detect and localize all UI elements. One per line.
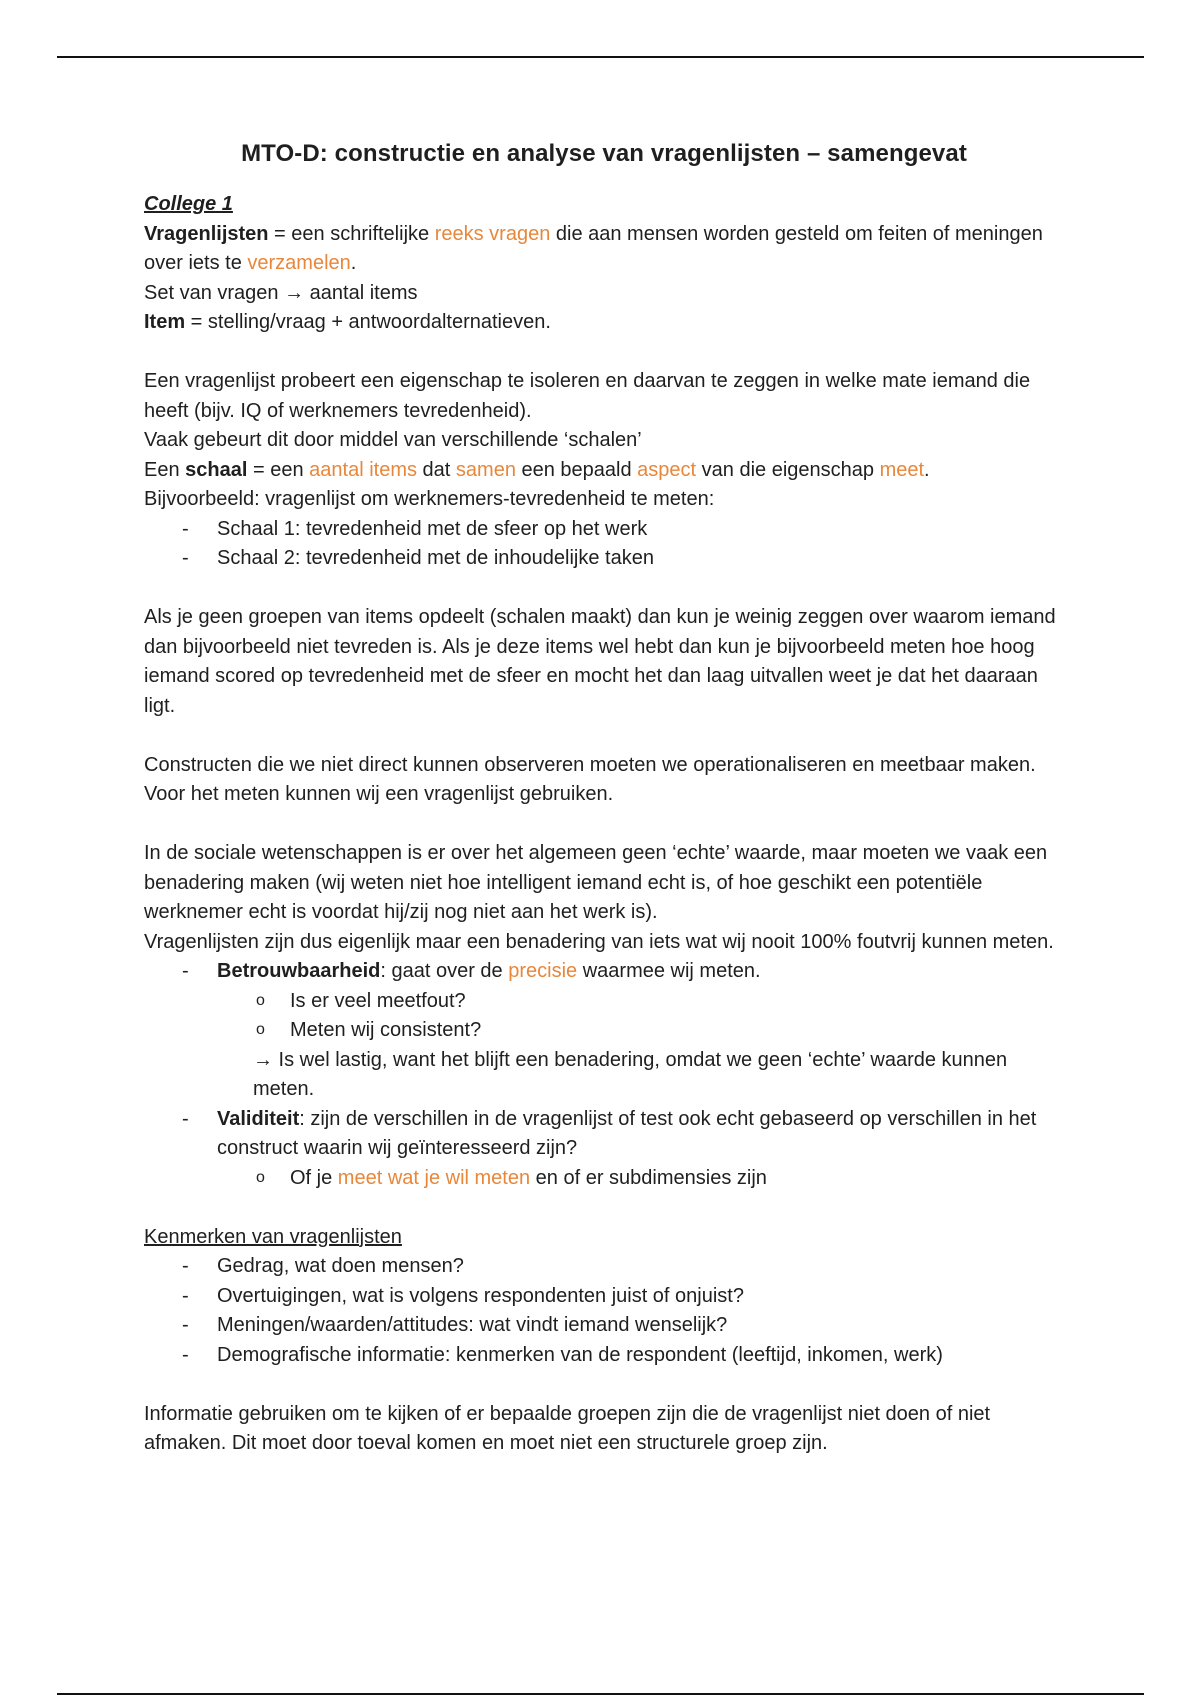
top-rule (57, 56, 1144, 58)
example-list (144, 515, 1064, 574)
quality-list (144, 957, 1064, 987)
betrouwbaarheid-sublist (144, 987, 1064, 1046)
college-heading: College 1 (144, 193, 233, 215)
list-item-validiteit: - Validiteit: zijn de verschillen in de vragenlijst of test ook echt gebaseerd op verschillen in het construct waarin wij geïnteresseerd zijn? (144, 1105, 1064, 1164)
definition-schaal: Een schaal = een aantal items dat samen een bepaald aspect van die eigenschap meet. (144, 458, 930, 481)
example-intro: Bijvoorbeeld: vragenlijst om werknemers-tevredenheid te meten: (144, 488, 715, 510)
list-item: - Schaal 2: tevredenheid met de inhoudelijke taken (144, 544, 1064, 574)
list-item: - Schaal 1: tevredenheid met de sfeer op het werk (144, 515, 1064, 545)
document-page (144, 140, 1064, 1459)
sub-list-item: o Of je meet wat je wil meten en of er subdimensies zijn (144, 1164, 1064, 1194)
bottom-rule (57, 1693, 1144, 1695)
list-item: - Demografische informatie: kenmerken van de respondent (leeftijd, inkomen, werk) (144, 1341, 1064, 1371)
sub-list-item: o Is er veel meetfout? (144, 987, 1064, 1017)
kenmerken-list (144, 1252, 1064, 1370)
betrouwbaarheid-note: → Is wel lastig, want het blijft een benadering, omdat we geen ‘echte’ waarde kunnen meten. (253, 1048, 1008, 1100)
definition-item: Item = stelling/vraag + antwoordalternatieven. (144, 311, 551, 333)
validiteit-sublist (144, 1164, 1064, 1194)
quality-list-2 (144, 1105, 1064, 1164)
list-item-betrouwbaarheid: - Betrouwbaarheid: gaat over de precisie waarmee wij meten. (144, 957, 1064, 987)
kenmerken-heading: Kenmerken van vragenlijsten (144, 1225, 402, 1248)
list-item: - Gedrag, wat doen mensen? (144, 1252, 1064, 1282)
paragraph-benadering: Vragenlijsten zijn dus eigenlijk maar een benadering van iets wat wij nooit 100% foutvrij kunnen meten. (144, 930, 1054, 953)
paragraph-schalen: Vaak gebeurt dit door middel van verschillende ‘schalen’ (144, 429, 642, 451)
document-title: MTO-D: constructie en analyse van vragenlijsten – samengevat (241, 140, 967, 167)
paragraph-groepen: Als je geen groepen van items opdeelt (schalen maakt) dan kun je weinig zeggen over waarom iemand dan bijvoorbeeld niet tevreden is. Als je deze items wel hebt dan kun je bijvoorbeeld meten hoe hoog iemand scored op tevredenheid met de sfeer en mocht het dan laag uitvallen weet je dat het daaraan ligt. (144, 606, 1056, 717)
paragraph-eigenschap: Een vragenlijst probeert een eigenschap te isoleren en daarvan te zeggen in welke mate iemand die heeft (bijv. IQ of werknemers tevredenheid). (144, 370, 1031, 422)
paragraph-informatie: Informatie gebruiken om te kijken of er bepaalde groepen zijn die de vragenlijst niet doen of niet afmaken. Dit moet door toeval komen en moet niet een structurele groep zijn. (144, 1402, 991, 1454)
paragraph-constructen: Constructen die we niet direct kunnen observeren moeten we operationaliseren en meetbaar maken. Voor het meten kunnen wij een vragenlijst gebruiken. (144, 753, 1036, 805)
paragraph-echte-waarde: In de sociale wetenschappen is er over het algemeen geen ‘echte’ waarde, maar moeten we vaak een benadering maken (wij weten niet hoe intelligent iemand echt is, of hoe geschikt een potentiële werknemer echt is voordat hij/zij nog niet aan het werk is). (144, 842, 1048, 923)
set-line: Set van vragen → aantal items (144, 281, 418, 304)
list-item: - Meningen/waarden/attitudes: wat vindt iemand wenselijk? (144, 1311, 1064, 1341)
list-item: - Overtuigingen, wat is volgens respondenten juist of onjuist? (144, 1282, 1064, 1312)
sub-list-item: o Meten wij consistent? (144, 1016, 1064, 1046)
definition-vragenlijsten: Vragenlijsten = een schriftelijke reeks vragen die aan mensen worden gesteld om feiten of meningen over iets te verzamelen. (144, 222, 1043, 274)
